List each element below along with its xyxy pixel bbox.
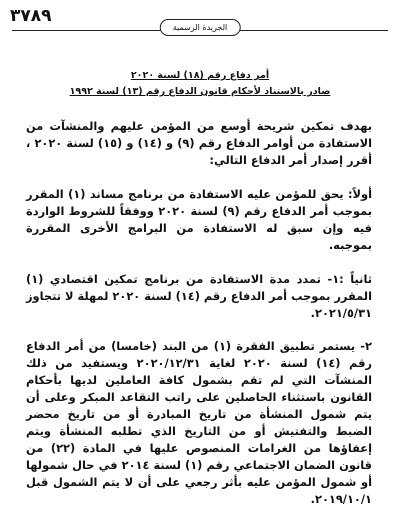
gazette-name-badge: الجريدة الرسمية [160,19,241,36]
clause-first: أولاً: يحق للمؤمن عليه الاستفادة من برنامج مساند (١) المقرر بموجب أمر الدفاع رقم (٩) لسنة ٢٠٢٠ ووفقاً للشروط الواردة فيه وإن سبق له الاستفادة من البرامج الأخرى المقررة بموجبه. [26,187,372,252]
defense-order-subtitle: صادر بالاستناد لأحكام قانون الدفاع رقم (١٣) لسنة ١٩٩٢ [69,86,331,97]
document-title [40,68,360,100]
intro-paragraph: بهدف تمكين شريحة أوسع من المؤمن عليهم والمنشآت من الاستفادة من أوامر الدفاع رقم (٩) و (١٤) و (١٥) لسنة ٢٠٢٠ ، أقرر إصدار أمر الدفاع التالي: [26,119,373,167]
page-number: ٣٧٨٩ [10,6,52,26]
defense-order-title: أمر دفاع رقم (١٨) لسنة ٢٠٢٠ [130,70,270,81]
document-body [26,118,372,525]
clause-second-1: ثانياً :١- تمدد مدة الاستفادة من برنامج تمكين اقتصادي (١) المقرر بموجب أمر الدفاع رقم (١٤) لسنة ٢٠٢٠ لمهلة لا تتجاوز ٢٠٢١/٥/٣١. [26,272,373,320]
clause-second-2: ٢- يستمر تطبيق الفقرة (١) من البند (خامسا) من أمر الدفاع رقم (١٤) لسنة ٢٠٢٠ لغاية ٢٠٢٠/١٢/٣١ ويستفيد من ذلك المنشآت التي لم تقم بشمول كافة العاملين لديها بأحكام القانون باستثناء الحاصلين على راتب التقاعد المبكر وعلى أن يتم شمول المنشأة من تاريخ المبادرة أو من تاريخ محضر الضبط والتفتيش أو من التاريخ الذي تطلبه المنشأة ويتم إعفاؤها من الغرامات المنصوص عليها في المادة (٢٢) من قانون الضمان الاجتماعي رقم (١) لسنة ٢٠١٤ في حال شمولها أو شمول المؤمن عليه بأثر رجعي على أن لا يتم الشمول قبل ٢٠١٩/١٠/١. [26,339,372,506]
